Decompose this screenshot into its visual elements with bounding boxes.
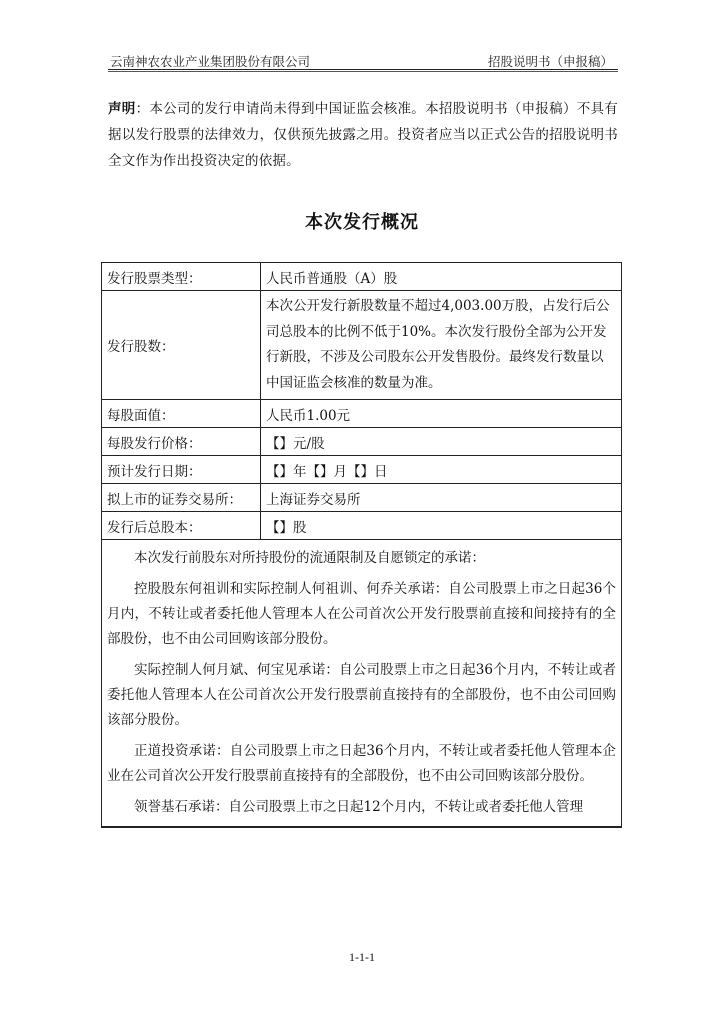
row-label: 每股面值： xyxy=(102,400,261,428)
row-label: 发行股数： xyxy=(102,291,261,400)
row-label: 发行后总股本： xyxy=(102,512,261,540)
header-company-name: 云南神农农业产业集团股份有限公司 xyxy=(110,54,311,69)
commitment-paragraph: 正道投资承诺：自公司股票上市之日起36个月内，不转让或者委托他人管理本企业在公司首次公开发行股票前直接持有的全部股份，也不由公司回购该部分股份。 xyxy=(107,743,616,785)
table-row xyxy=(102,428,622,456)
table-row xyxy=(102,400,622,428)
row-label: 每股发行价格： xyxy=(102,428,261,456)
row-label: 预计发行日期： xyxy=(102,456,261,484)
row-label: 拟上市的证券交易所： xyxy=(102,484,261,512)
commitment-paragraph: 本次发行前股东对所持股份的流通限制及自愿锁定的承诺： xyxy=(134,550,485,567)
table-row xyxy=(102,263,622,291)
page-title: 本次发行概况 xyxy=(305,212,419,233)
lockup-commitments-cell xyxy=(102,540,622,828)
table-row xyxy=(102,540,622,828)
page-header xyxy=(108,50,615,70)
statement-label: 声明 xyxy=(108,101,136,117)
row-value: 人民币普通股（A）股 xyxy=(261,263,622,291)
row-value: 【】年【】月【】日 xyxy=(261,456,622,484)
statement-text: ：本公司的发行申请尚未得到中国证监会核准。本招股说明书（申报稿）不具有据以发行股票的法律效力，仅供预先披露之用。投资者应当以正式公告的招股说明书全文作为作出投资决定的依据。 xyxy=(108,101,618,169)
row-value: 【】元/股 xyxy=(261,428,622,456)
header-document-type: 招股说明书（申报稿） xyxy=(487,54,613,69)
commitment-paragraph: 领誉基石承诺：自公司股票上市之日起12个月内，不转让或者委托他人管理 xyxy=(134,799,584,816)
row-value: 上海证券交易所 xyxy=(261,484,622,512)
table-row xyxy=(102,291,622,400)
commitment-paragraph: 控股股东何祖训和实际控制人何祖训、何乔关承诺：自公司股票上市之日起36个月内，不转让或者委托他人管理本人在公司首次公开发行股票前直接和间接持有的全部股份，也不由公司回购该部分股份。 xyxy=(107,581,616,648)
disclaimer-statement xyxy=(108,96,618,174)
page-number: 1-1-1 xyxy=(349,950,375,964)
row-value: 本次公开发行新股数量不超过4,003.00万股，占发行后公司总股本的比例不低于10%。本次发行股份全部为公开发行新股，不涉及公司股东公开发售股份。最终发行数量以中国证监会核准的数量为准。 xyxy=(261,291,622,400)
table-row xyxy=(102,456,622,484)
row-value: 【】股 xyxy=(261,512,622,540)
table-row xyxy=(102,512,622,540)
commitment-paragraph: 实际控制人何月斌、何宝见承诺：自公司股票上市之日起36个月内，不转让或者委托他人管理本人在公司首次公开发行股票前直接持有的全部股份，也不由公司回购该部分股份。 xyxy=(107,662,616,729)
table-row xyxy=(102,484,622,512)
header-rule-thin xyxy=(108,71,618,72)
offering-overview-table xyxy=(101,262,622,828)
row-value: 人民币1.00元 xyxy=(261,400,622,428)
row-label: 发行股票类型： xyxy=(102,263,261,291)
header-rule xyxy=(108,69,618,70)
